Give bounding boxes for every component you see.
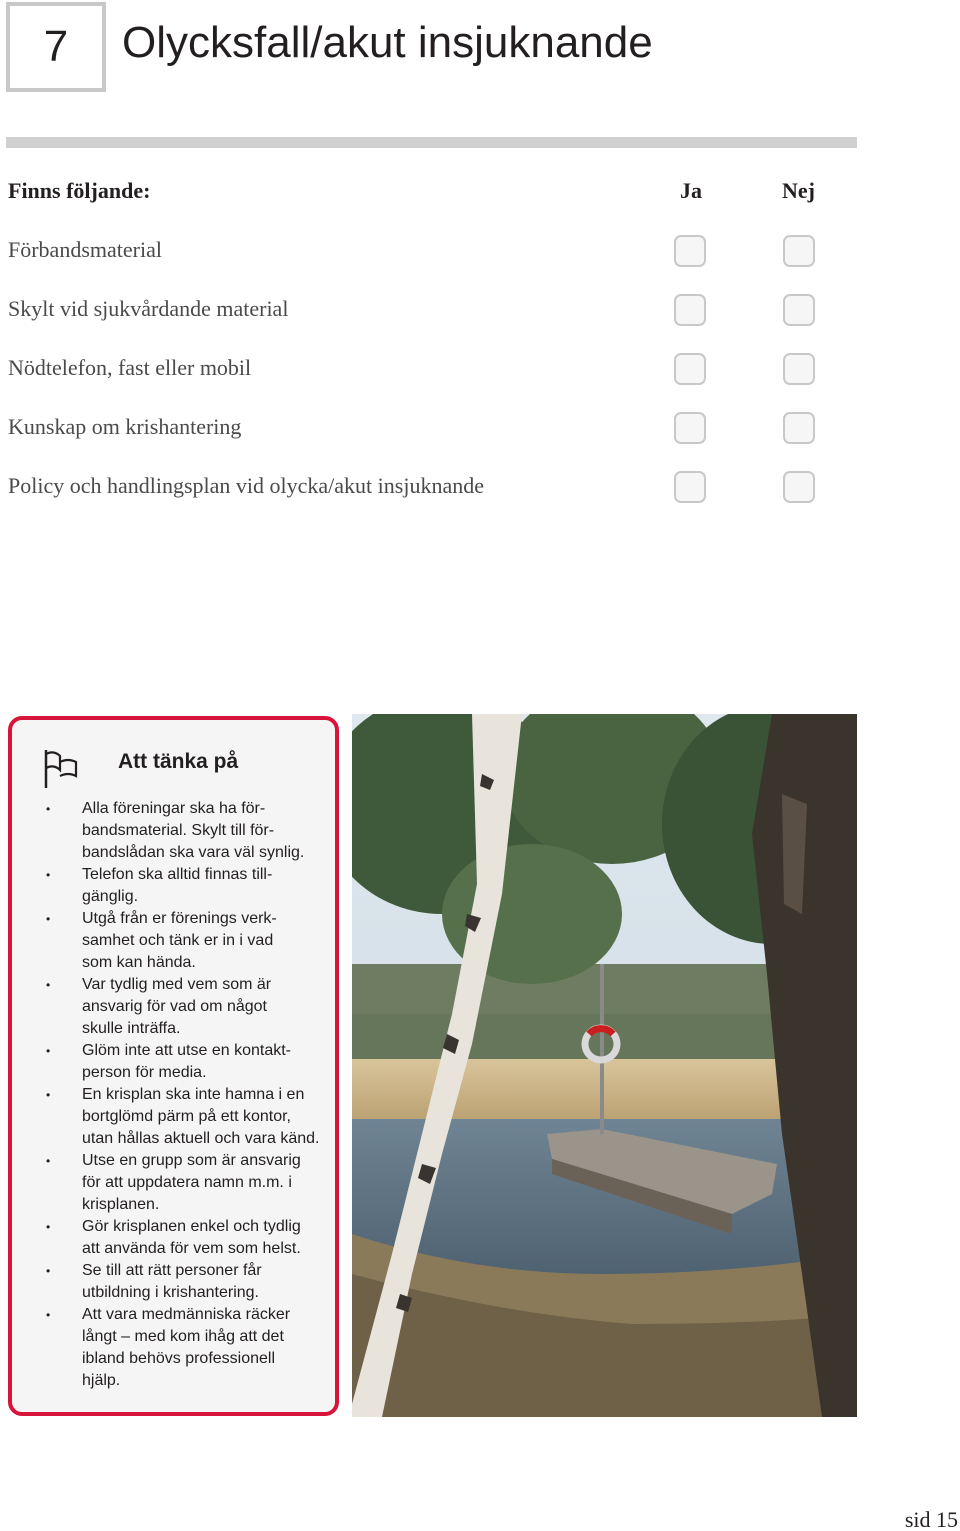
divider (6, 137, 857, 148)
tips-list-item (32, 1150, 322, 1216)
tips-list-line: utbildning i krishantering. (82, 1284, 259, 1301)
bullet-icon: • (46, 1220, 51, 1234)
tips-list-line: hjälp. (82, 1372, 121, 1389)
tips-list-line: Se till att rätt personer får (82, 1262, 262, 1279)
tips-list-line: Glöm inte att utse en kontakt- (82, 1042, 291, 1059)
tips-list-item (32, 908, 322, 974)
bullet-icon: • (46, 912, 51, 926)
tips-list-line: Alla föreningar ska ha för- (82, 800, 266, 817)
tips-list-line: Utgå från er förenings verk- (82, 910, 277, 927)
checklist-row-label: Nödtelefon, fast eller mobil (8, 355, 252, 380)
tips-list-line: bortglömd pärm på ett kontor, (82, 1108, 291, 1125)
tips-box (8, 716, 339, 1416)
tips-list-line: gänglig. (82, 888, 139, 905)
tips-list-line: som kan hända. (82, 954, 196, 971)
bullet-icon: • (46, 1044, 51, 1058)
no-checkbox[interactable] (783, 353, 815, 385)
bullet-icon: • (46, 802, 51, 816)
flag-icon (42, 748, 82, 788)
tips-list-line: ansvarig för vad om något (82, 998, 267, 1015)
jetty-photo (352, 714, 857, 1417)
yes-checkbox[interactable] (674, 353, 706, 385)
tips-list-line: utan hållas aktuell och vara känd. (82, 1130, 320, 1147)
checklist-row-label: Kunskap om krishantering (8, 414, 242, 439)
tips-list-line: bandsmaterial. Skylt till för- (82, 822, 275, 839)
yes-checkbox[interactable] (674, 412, 706, 444)
checklist-header: Finns följande: (8, 178, 151, 203)
column-yes-header: Ja (680, 178, 702, 203)
checklist-row-label: Policy och handlingsplan vid olycka/akut insjuknande (8, 473, 484, 498)
tips-list-line: person för media. (82, 1064, 207, 1081)
bullet-icon: • (46, 978, 51, 992)
bullet-icon: • (46, 868, 51, 882)
tips-list-item (32, 1304, 322, 1392)
column-no-header: Nej (782, 178, 815, 203)
page-number: sid 15 (904, 1507, 958, 1531)
tips-list-line: Gör krisplanen enkel och tydlig (82, 1218, 301, 1235)
yes-checkbox[interactable] (674, 294, 706, 326)
bullet-icon: • (46, 1154, 51, 1168)
bullet-icon: • (46, 1308, 51, 1322)
bullet-icon: • (46, 1264, 51, 1278)
tips-list-item (32, 1216, 322, 1260)
tips-list-line: ibland behövs professionell (82, 1350, 276, 1367)
bullet-icon: • (46, 1088, 51, 1102)
tips-list-line: skulle inträffa. (82, 1020, 181, 1037)
tips-list-item (32, 974, 322, 1040)
tips-list-line: krisplanen. (82, 1196, 160, 1213)
tips-title: Att tänka på (118, 750, 239, 773)
checklist-row-label: Skylt vid sjukvårdande material (8, 296, 289, 321)
chapter-number: 7 (6, 2, 106, 92)
tips-list (32, 798, 322, 1392)
no-checkbox[interactable] (783, 471, 815, 503)
no-checkbox[interactable] (783, 235, 815, 267)
tips-list-item (32, 798, 322, 864)
tips-list-item (32, 1084, 322, 1150)
tips-list-line: bandslådan ska vara väl synlig. (82, 844, 305, 861)
tips-list-line: att använda för vem som helst. (82, 1240, 301, 1257)
tips-list-item (32, 1040, 322, 1084)
tips-list-line: samhet och tänk er in i vad (82, 932, 274, 949)
yes-checkbox[interactable] (674, 471, 706, 503)
tips-list-line: Var tydlig med vem som är (82, 976, 272, 993)
yes-checkbox[interactable] (674, 235, 706, 267)
tips-list-line: långt – med kom ihåg att det (82, 1328, 284, 1345)
tips-list-line: Utse en grupp som är ansvarig (82, 1152, 301, 1169)
tips-list-line: Telefon ska alltid finnas till- (82, 866, 273, 883)
no-checkbox[interactable] (783, 294, 815, 326)
tips-list-line: Att vara medmänniska räcker (82, 1306, 291, 1323)
tips-list-item (32, 1260, 322, 1304)
checklist-row-label: Förbandsmaterial (8, 237, 162, 262)
tips-list-line: för att uppdatera namn m.m. i (82, 1174, 292, 1191)
chapter-title: Olycksfall/akut insjuknande (122, 18, 653, 67)
tips-list-line: En krisplan ska inte hamna i en (82, 1086, 305, 1103)
no-checkbox[interactable] (783, 412, 815, 444)
tips-list-item (32, 864, 322, 908)
